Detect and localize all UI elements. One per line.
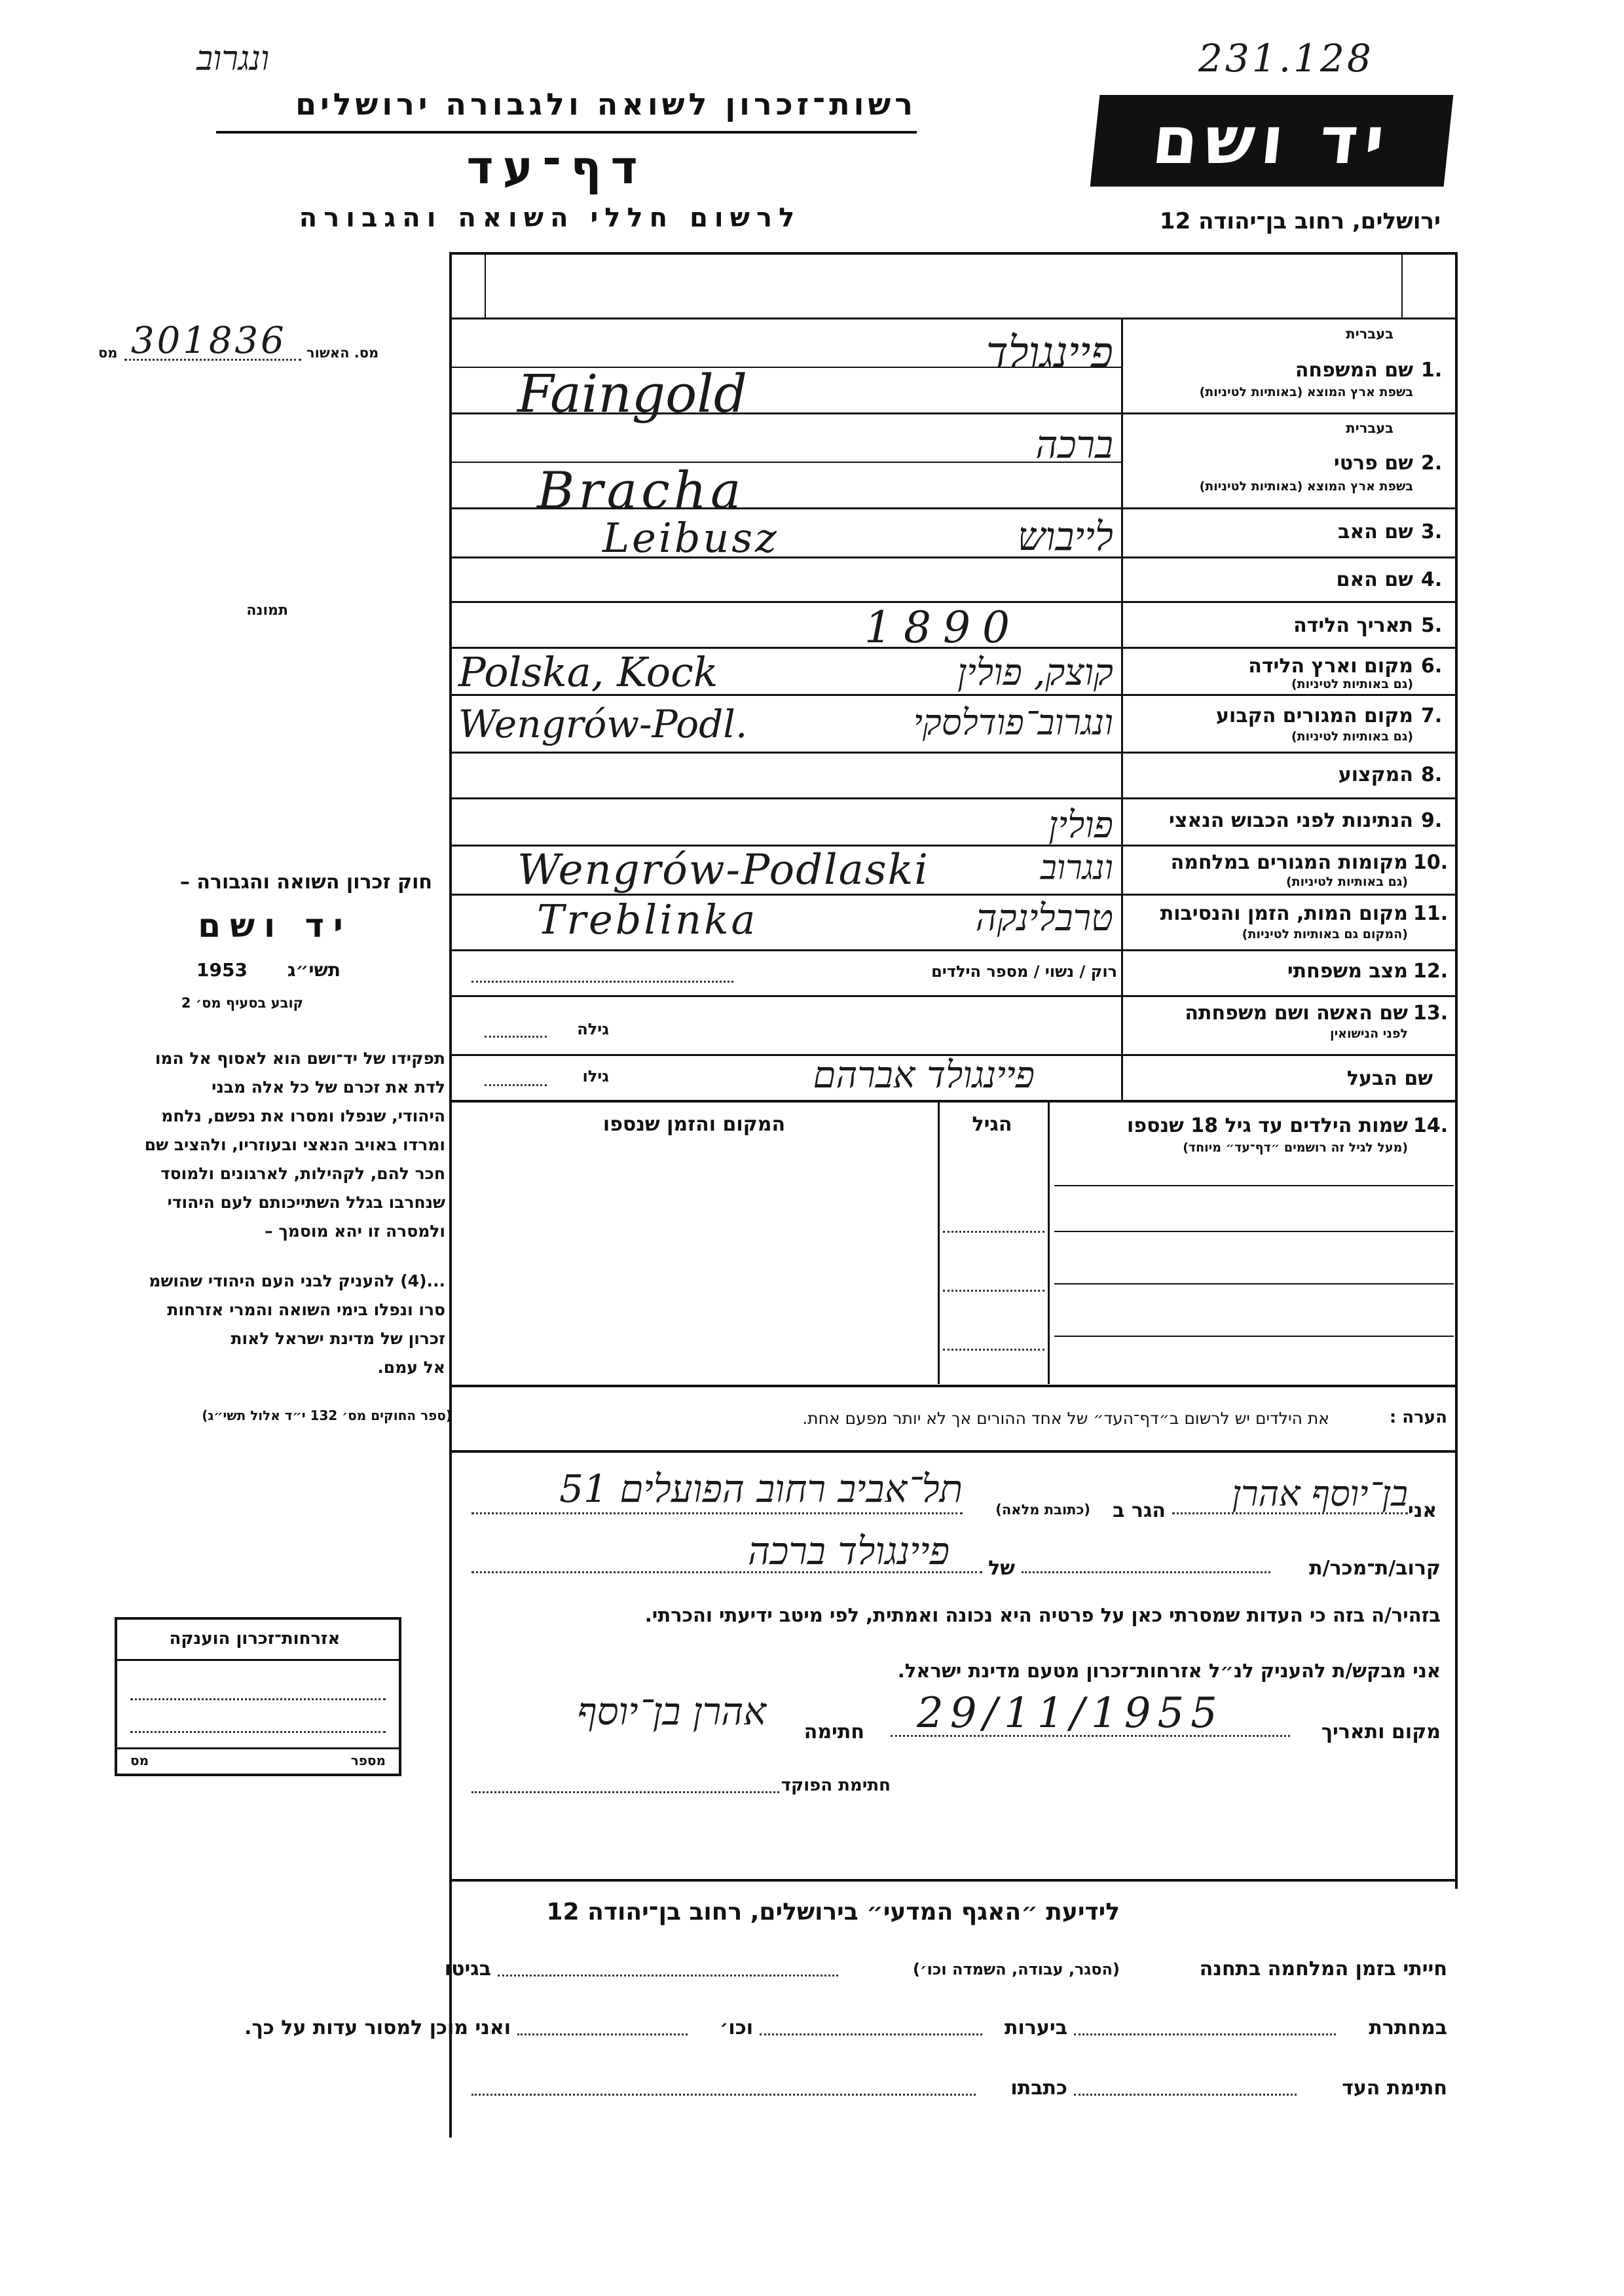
husband-age-label: גילו	[582, 1067, 609, 1085]
field-8-label: המקצוע	[1338, 763, 1413, 786]
field-14-number: 14.	[1413, 1114, 1449, 1137]
field-9-label: הנתינות לפני הכבוש הנאצי	[1169, 809, 1413, 832]
address-hint: (כתובת מלאה)	[995, 1502, 1090, 1518]
field-7-sub: (גם באותיות לטיניות)	[1291, 729, 1413, 744]
science-line2-etc: וכו׳	[720, 2016, 753, 2039]
field-10-value-hebrew: ונגרוב	[1040, 848, 1113, 888]
sworn-statement: בזהיר/ה בזה כי העדות שמסרתי כאן על פרטיה היא נכונה ואמתית, לפי מיטב ידיעתי והכרתי.	[644, 1604, 1441, 1626]
purpose-line: לרשום חללי השואה והגבורה	[299, 203, 802, 233]
law-year-label: תשי״ג	[287, 959, 341, 981]
field-6-value-latin: Polska, Kock	[458, 648, 718, 696]
husband-label: שם הבעל	[1346, 1067, 1433, 1090]
field-3-number: 3.	[1421, 520, 1443, 543]
field-10-label: מקומות המגורים במלחמה	[1170, 851, 1408, 874]
field-8-number: 8.	[1421, 763, 1443, 786]
declarant-address: תל־אביב רחוב הפועלים 51	[559, 1467, 963, 1511]
field-7-value-hebrew: ונגרוב־פודלסקי	[913, 702, 1113, 743]
law-footnote: (ספר החוקים מס׳ 132 י״ד אלול תשי״ג)	[202, 1408, 452, 1423]
field-2-hebrew-tag: בעברית	[1346, 420, 1393, 436]
children-sub: (מעל לגיל זה רושמים ״דף־עד״ מיוחד)	[1183, 1140, 1408, 1155]
law-yadvashem: יד ושם	[198, 907, 352, 945]
field-6-value-hebrew: קוצק, פולין	[957, 651, 1113, 694]
husband-value: פיינגולד אברהם	[813, 1054, 1035, 1097]
field-3-label: שם האב	[1338, 520, 1413, 543]
form-number-value: 301836	[131, 319, 287, 362]
resides-label: הגר ב	[1113, 1499, 1166, 1522]
field-5-number: 5.	[1421, 614, 1443, 637]
law-text-2: ...(4) להעניק לבני העם היהודי שהושמ סרו ונפלו בימי השואה והמרי אזרחות זכרון של מדינת ישראל לאות אל עמם.	[149, 1271, 445, 1377]
photo-label: תמונה	[246, 602, 288, 619]
law-section: קובע בסעיף מס׳ 2	[181, 995, 304, 1011]
field-1-value-latin: Faingold	[517, 363, 748, 424]
science-title: לידיעת ״האגף המדעי״ בירושלים, רחוב בן־יהודה 12	[546, 1899, 1120, 1925]
field-6-number: 6.	[1421, 655, 1443, 678]
citizenship-request: אני מבקש/ת להעניק לנ״ל אזרחות־זכרון מטעם מדינת ישראל.	[897, 1660, 1441, 1682]
note-label: הערה :	[1389, 1408, 1447, 1427]
form-title: דף־עד	[466, 141, 647, 194]
field-11-sub: (המקום גם באותיות לטיניות)	[1242, 927, 1408, 941]
field-11-number: 11.	[1413, 902, 1449, 925]
field-11-label: מקום המות, הזמן והנסיבות	[1160, 902, 1408, 925]
children-col-place: המקום והזמן שנספו	[602, 1113, 786, 1136]
field-10-sub: (גם באותיות לטיניות)	[1285, 875, 1408, 889]
field-7-number: 7.	[1421, 704, 1443, 727]
corner-handwritten-note: ונגרוב	[196, 39, 270, 79]
field-12-options: רוק / נשוי / מספר הילדים	[931, 962, 1117, 981]
stamp-title: אזרחות־זכרון הוענקה	[169, 1629, 341, 1649]
law-text-1: תפקידו של יד־ושם הוא לאסוף אל המו לדת את זכרם של כל אלה מבני היהודי, שנפלו ומסרו את נפשם, נלחמ ומרדו באויב הנאצי ובעוזריו, ולהציב שם חכר להם, לקהילות, לארגונים ולמוסד שנחרבו בגלל השתייכותם לעם היהודי ולמסרה זו יהא מוסמך –	[144, 1049, 445, 1241]
children-label: שמות הילדים עד גיל 18 שנספו	[1127, 1114, 1408, 1137]
field-10-number: 10.	[1413, 851, 1449, 874]
field-9-number: 9.	[1421, 809, 1443, 832]
field-13-number: 13.	[1413, 1002, 1449, 1025]
science-line2-end: ואני מוכן למסור עדות על כך.	[244, 2016, 511, 2039]
law-title: חוק זכרון השואה והגבורה –	[179, 871, 432, 894]
field-7-value-latin: Wengrów-Podl.	[458, 702, 748, 746]
field-5-label: תאריך הלידה	[1293, 614, 1413, 637]
field-4-number: 4.	[1421, 568, 1443, 591]
science-line2-start: במחתרת	[1369, 2016, 1447, 2039]
record-number: 231.128	[1198, 36, 1374, 81]
place-date-label: מקום ותאריך	[1321, 1721, 1441, 1743]
signature: אהרן בן־יוסף	[577, 1689, 766, 1734]
science-line1-label: חייתי בזמן המלחמה בתחנה	[1199, 1958, 1447, 1980]
victim-name-declaration: פיינגולד ברכה	[748, 1529, 950, 1573]
field-2-value-hebrew: ברכה	[1035, 422, 1113, 467]
field-3-value: Leibusz	[602, 514, 779, 562]
signature-date: 29/11/1955	[917, 1689, 1224, 1738]
field-5-value: 1890	[864, 602, 1022, 653]
form-number-prefix: מס	[98, 345, 118, 361]
field-13-label: שם האשה ושם משפחתה	[1185, 1002, 1408, 1025]
field-1-number: 1.	[1421, 359, 1443, 382]
yad-vashem-logo: יד ושם	[1090, 95, 1454, 187]
science-line1-hint: (הסגר, עבודה, השמדה וכו׳)	[912, 1960, 1120, 1978]
relation-label: קרוב/ת־מכר/ת	[1309, 1557, 1441, 1580]
field-9-value: פולין	[1048, 804, 1113, 847]
field-12-number: 12.	[1413, 960, 1449, 983]
shel-label: של	[988, 1557, 1015, 1580]
wife-age-label: גילה	[577, 1020, 609, 1038]
field-1-hebrew-tag: בעברית	[1346, 326, 1393, 342]
declarant-name: בן־יוסף אהרן	[1232, 1473, 1408, 1514]
field-11-value-hebrew: טרבלינקה	[975, 897, 1113, 939]
field-6-label: מקום וארץ הלידה	[1248, 655, 1413, 678]
field-13-sub: לפני הנישואין	[1330, 1027, 1408, 1041]
form-number-label: מס. האשור	[306, 345, 379, 361]
field-2-number: 2.	[1421, 452, 1443, 475]
field-1-value-hebrew: פיינגולד	[986, 327, 1113, 378]
witness-address-label: כתבתו	[1010, 2077, 1067, 2100]
field-2-value-latin: Bracha	[537, 462, 745, 520]
field-12-label: מצב משפחתי	[1287, 960, 1408, 983]
field-10-value-latin: Wengrów-Podlaski	[517, 846, 929, 894]
official-signature-label: חתימת הפוקד	[781, 1776, 891, 1795]
law-year: 1953	[196, 959, 248, 981]
address: ירושלים, רחוב בן־יהודה 12	[1159, 208, 1441, 234]
field-6-sub: (גם באותיות לטיניות)	[1291, 677, 1413, 691]
declaration-ani: אני	[1408, 1499, 1437, 1522]
science-line1-end: בגיטו	[444, 1958, 491, 1980]
field-2-label: שם פרטי	[1333, 452, 1413, 475]
signature-label: חתימה	[803, 1721, 864, 1743]
witness-signature-label: חתימת העד	[1342, 2077, 1447, 2100]
authority-line: רשות־זכרון לשואה ולגבורה ירושלים	[295, 86, 917, 122]
note-text: את הילדים יש לרשום ב״דף־העד״ של אחד ההורים אך לא יותר מפעם אחת.	[802, 1409, 1329, 1428]
citizenship-stamp-box	[115, 1617, 401, 1776]
field-1-sub: בשפת ארץ המוצא (באותיות לטיניות)	[1199, 385, 1413, 399]
stamp-number-label: מספר	[350, 1753, 386, 1768]
field-11-value-latin: Treblinka	[537, 896, 758, 943]
children-col-age: הגיל	[972, 1113, 1012, 1136]
field-3-value-hebrew: לייבוש	[1017, 514, 1113, 560]
field-4-label: שם האם	[1336, 568, 1413, 591]
field-2-sub: בשפת ארץ המוצא (באותיות לטיניות)	[1199, 479, 1413, 494]
field-7-label: מקום המגורים הקבוע	[1216, 704, 1413, 727]
field-1-label: שם המשפחה	[1295, 359, 1413, 382]
science-line2-forests: ביערות	[1005, 2016, 1067, 2039]
stamp-number-prefix: מס	[130, 1753, 149, 1768]
